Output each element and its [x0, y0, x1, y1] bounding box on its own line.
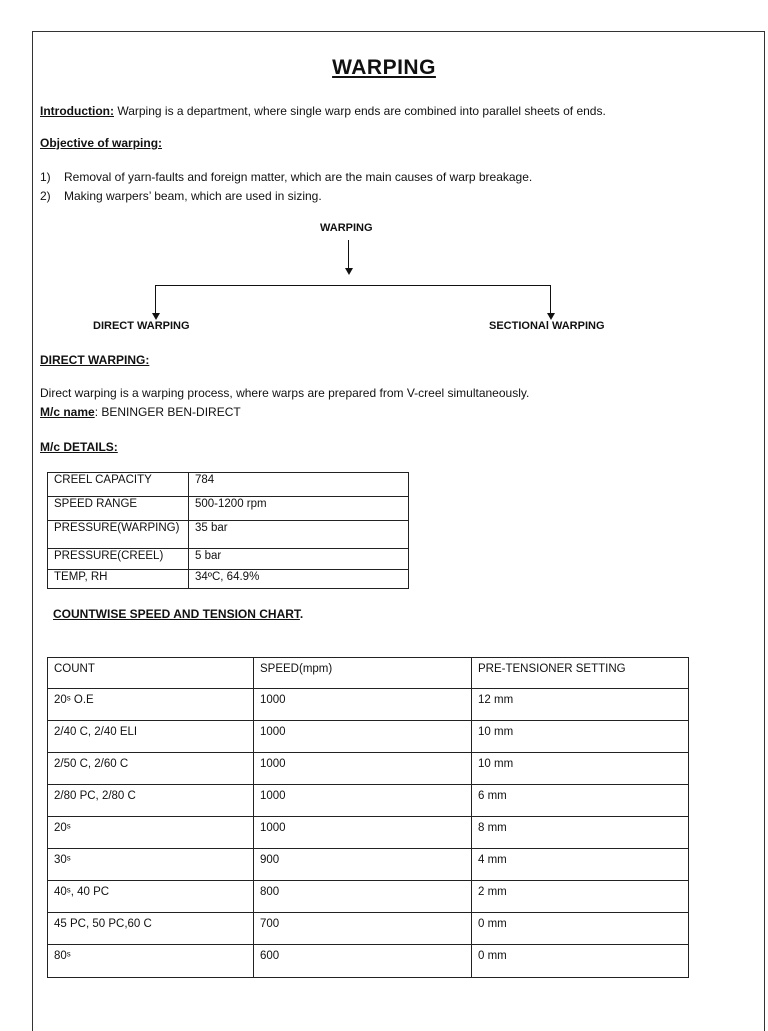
diagram-right-branch-line [550, 285, 551, 315]
detail-label-cell: CREEL CAPACITY [48, 473, 189, 497]
table-row [48, 945, 689, 978]
pretensioner-cell: 0 mm [472, 913, 689, 945]
column-header-speed: SPEED(mpm) [254, 658, 472, 689]
speed-cell: 1000 [254, 817, 472, 849]
column-header-pretensioner: PRE-TENSIONER SETTING [472, 658, 689, 689]
speed-tension-table [47, 657, 689, 978]
pretensioner-cell: 10 mm [472, 753, 689, 785]
pretensioner-cell: 6 mm [472, 785, 689, 817]
machine-details-table [47, 472, 409, 589]
speed-cell: 900 [254, 849, 472, 881]
table-row [48, 913, 689, 945]
table-row [48, 549, 409, 570]
objective-item-text: Making warpers’ beam, which are used in sizing. [64, 189, 322, 203]
count-cell: 2/40 C, 2/40 ELI [48, 721, 254, 753]
objective-item-2 [40, 189, 322, 203]
count-cell: 40ˢ, 40 PC [48, 881, 254, 913]
chart-heading-text: COUNTWISE SPEED AND TENSION CHART [53, 607, 300, 621]
introduction-label: Introduction: [40, 104, 114, 118]
table-row [48, 881, 689, 913]
objective-item-1 [40, 170, 532, 184]
direct-warping-text: Direct warping is a warping process, where warps are prepared from V-creel simultaneously. [40, 386, 530, 400]
count-cell: 2/50 C, 2/60 C [48, 753, 254, 785]
diagram-left-branch-line [155, 285, 156, 315]
diagram-right-label: SECTIONAl WARPING [489, 320, 605, 332]
speed-cell: 1000 [254, 721, 472, 753]
table-row [48, 721, 689, 753]
pretensioner-cell: 12 mm [472, 689, 689, 721]
speed-cell: 600 [254, 945, 472, 978]
count-cell: 45 PC, 50 PC,60 C [48, 913, 254, 945]
diagram-branch-line [155, 285, 551, 286]
diagram-left-label: DIRECT WARPING [93, 320, 190, 332]
objective-item-number: 1) [40, 170, 51, 184]
table-row [48, 570, 409, 589]
table-row [48, 753, 689, 785]
count-cell: 80ˢ [48, 945, 254, 978]
detail-value-cell: 34ºC, 64.9% [189, 570, 409, 589]
count-cell: 30ˢ [48, 849, 254, 881]
diagram-left-arrow-head [152, 313, 160, 320]
table-row [48, 497, 409, 521]
machine-name-value: : BENINGER BEN-DIRECT [94, 405, 241, 419]
objective-item-number: 2) [40, 189, 51, 203]
chart-heading-suffix: . [299, 607, 304, 621]
pretensioner-cell: 10 mm [472, 721, 689, 753]
machine-name-label: M/c name [40, 405, 95, 419]
detail-label-cell: TEMP, RH [48, 570, 189, 589]
detail-label-cell: PRESSURE(CREEL) [48, 549, 189, 570]
diagram-root-arrow-line [348, 240, 349, 270]
diagram-right-arrow-head [547, 313, 555, 320]
table-row [48, 849, 689, 881]
diagram-root-label: WARPING [320, 222, 373, 234]
machine-name-line [40, 405, 241, 419]
detail-value-cell: 784 [189, 473, 409, 497]
document-title: WARPING [332, 56, 436, 79]
table-row [48, 473, 409, 497]
count-cell: 20ˢ [48, 817, 254, 849]
detail-value-cell: 500-1200 rpm [189, 497, 409, 521]
column-header-count: COUNT [48, 658, 254, 689]
direct-warping-heading: DIRECT WARPING: [40, 353, 150, 367]
count-cell: 20ˢ O.E [48, 689, 254, 721]
detail-label-cell: PRESSURE(WARPING) [48, 521, 189, 549]
detail-label-cell: SPEED RANGE [48, 497, 189, 521]
pretensioner-cell: 0 mm [472, 945, 689, 978]
introduction-text: Warping is a department, where single warp ends are combined into parallel sheets of ends. [117, 104, 606, 118]
pretensioner-cell: 8 mm [472, 817, 689, 849]
speed-cell: 1000 [254, 753, 472, 785]
detail-value-cell: 35 bar [189, 521, 409, 549]
pretensioner-cell: 2 mm [472, 881, 689, 913]
table-row [48, 521, 409, 549]
speed-cell: 1000 [254, 689, 472, 721]
table-row [48, 785, 689, 817]
introduction-paragraph [40, 104, 606, 118]
objective-item-text: Removal of yarn-faults and foreign matter, which are the main causes of warp breakage. [64, 170, 533, 184]
chart-heading [53, 607, 303, 621]
machine-details-heading: M/c DETAILS: [40, 440, 118, 454]
pretensioner-cell: 4 mm [472, 849, 689, 881]
speed-cell: 1000 [254, 785, 472, 817]
table-row [48, 817, 689, 849]
diagram-root-arrow-head [345, 268, 353, 275]
speed-cell: 800 [254, 881, 472, 913]
table-row [48, 689, 689, 721]
speed-cell: 700 [254, 913, 472, 945]
count-cell: 2/80 PC, 2/80 C [48, 785, 254, 817]
objective-heading: Objective of warping: [40, 136, 163, 150]
detail-value-cell: 5 bar [189, 549, 409, 570]
table-header-row [48, 658, 689, 689]
